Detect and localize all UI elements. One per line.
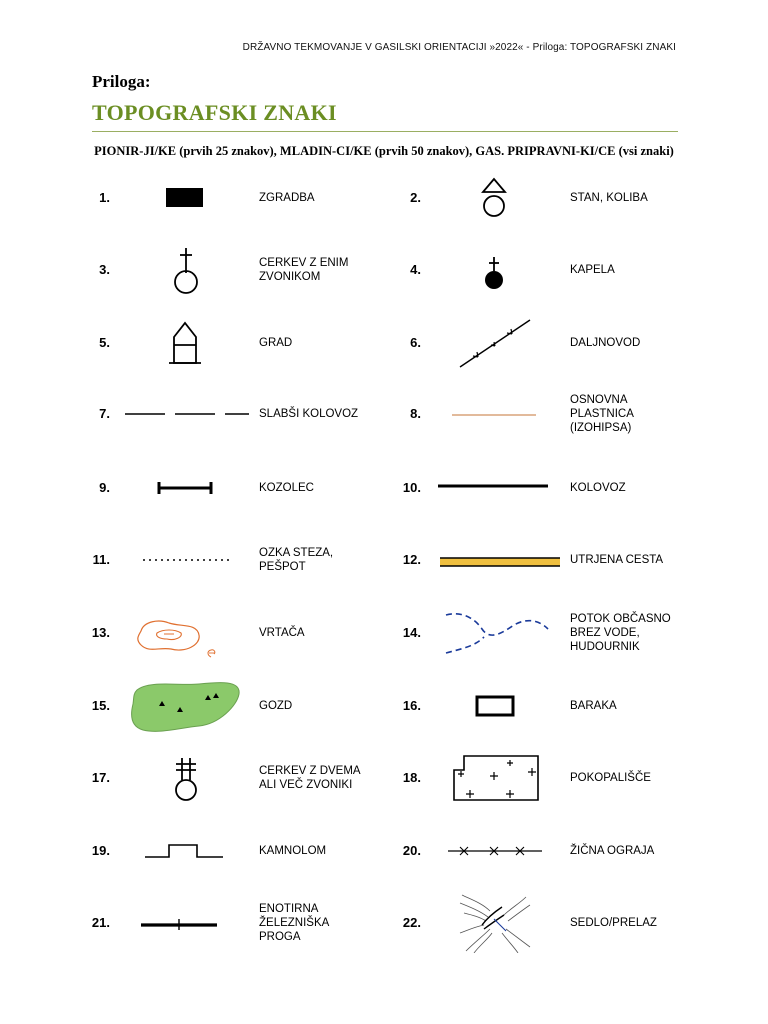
sign-label: GRAD (259, 337, 293, 349)
sign-number: 16. (402, 698, 421, 713)
sign-label: SEDLO/PRELAZ (570, 917, 657, 929)
sign-number: 7. (99, 406, 110, 421)
sign-label: VRTAČA (259, 627, 305, 639)
sign-number: 1. (99, 190, 110, 205)
sign-number: 15. (91, 698, 110, 713)
sign-label: KAPELA (570, 264, 615, 276)
sign-number: 13. (91, 625, 110, 640)
sign-number: 2. (410, 190, 421, 205)
attachment-label: Priloga: (92, 72, 151, 91)
contour-line-icon (430, 384, 560, 444)
title-divider (92, 131, 678, 132)
minor-cart-track-icon (119, 384, 249, 444)
sign-number: 10. (402, 480, 421, 495)
building-icon (119, 168, 249, 228)
sign-label: OSNOVNA PLASTNICA (IZOHIPSA) (570, 394, 634, 434)
running-header: DRŽAVNO TEKMOVANJE V GASILSKI ORIENTACIJI »2022« - Priloga: TOPOGRAFSKI ZNAKI (242, 42, 676, 53)
sign-number: 22. (402, 915, 421, 930)
sign-label: ZGRADBA (259, 192, 315, 204)
sign-row (0, 384, 768, 444)
sign-number: 18. (402, 770, 421, 785)
sign-label: OZKA STEZA, PEŠPOT (259, 547, 334, 573)
hayrack-icon (119, 458, 249, 518)
footpath-icon (119, 530, 249, 590)
sign-label: POTOK OBČASNO BREZ VODE, HUDOURNIK (570, 613, 671, 653)
page-title: TOPOGRAFSKI ZNAKI (92, 100, 337, 125)
sign-label: CERKEV Z ENIM ZVONIKOM (259, 257, 349, 283)
sign-number: 12. (402, 552, 421, 567)
sign-label: ENOTIRNA ŽELEZNIŠKA PROGA (259, 903, 330, 943)
sign-number: 6. (410, 335, 421, 350)
sign-number: 3. (99, 262, 110, 277)
sign-label: KAMNOLOM (259, 845, 327, 857)
sign-label: KOZOLEC (259, 482, 314, 494)
church-two-towers-icon (119, 748, 249, 808)
sign-number: 9. (99, 480, 110, 495)
sign-label: STAN, KOLIBA (570, 192, 648, 204)
sign-number: 17. (91, 770, 110, 785)
cemetery-icon (430, 748, 560, 808)
sign-row (0, 676, 768, 736)
sign-row (0, 168, 768, 228)
sign-label: UTRJENA CESTA (570, 554, 664, 566)
sign-row (0, 603, 768, 663)
sign-row (0, 458, 768, 518)
castle-icon (119, 313, 249, 373)
cart-track-icon (430, 458, 560, 518)
page-subtitle: PIONIR-JI/KE (prvih 25 znakov), MLADIN-CI/KE (prvih 50 znakov), GAS. PRIPRAVNI-KI/CE (vsi znaki) (94, 144, 674, 158)
sign-number: 20. (402, 843, 421, 858)
sign-label: GOZD (259, 700, 293, 712)
chapel-icon (430, 240, 560, 300)
sign-number: 5. (99, 335, 110, 350)
forest-icon (119, 676, 249, 736)
sign-row (0, 313, 768, 373)
wire-fence-icon (430, 821, 560, 881)
single-track-railway-icon (119, 893, 249, 953)
sign-number: 11. (92, 552, 110, 567)
church-one-tower-icon (119, 240, 249, 300)
sign-row (0, 530, 768, 590)
sinkhole-icon (119, 603, 249, 663)
paved-road-icon (430, 530, 560, 590)
sign-number: 19. (91, 843, 110, 858)
sign-row (0, 748, 768, 808)
power-line-icon (430, 313, 560, 373)
hut-icon (430, 168, 560, 228)
sign-label: POKOPALIŠČE (570, 772, 651, 784)
seasonal-stream-icon (430, 603, 560, 663)
sign-label: KOLOVOZ (570, 482, 626, 494)
sign-label: DALJNOVOD (570, 337, 641, 349)
sign-row (0, 821, 768, 881)
sign-label: CERKEV Z DVEMA ALI VEČ ZVONIKI (259, 765, 361, 791)
sign-number: 14. (402, 625, 421, 640)
sign-row (0, 893, 768, 953)
shack-icon (430, 676, 560, 736)
saddle-pass-icon (430, 893, 560, 953)
sign-label: BARAKA (570, 700, 617, 712)
sign-row (0, 240, 768, 300)
sign-label: SLABŠI KOLOVOZ (259, 408, 359, 420)
quarry-icon (119, 821, 249, 881)
sign-number: 21. (91, 915, 110, 930)
sign-number: 4. (410, 262, 421, 277)
sign-label: ŽIČNA OGRAJA (570, 845, 655, 857)
sign-number: 8. (410, 406, 421, 421)
